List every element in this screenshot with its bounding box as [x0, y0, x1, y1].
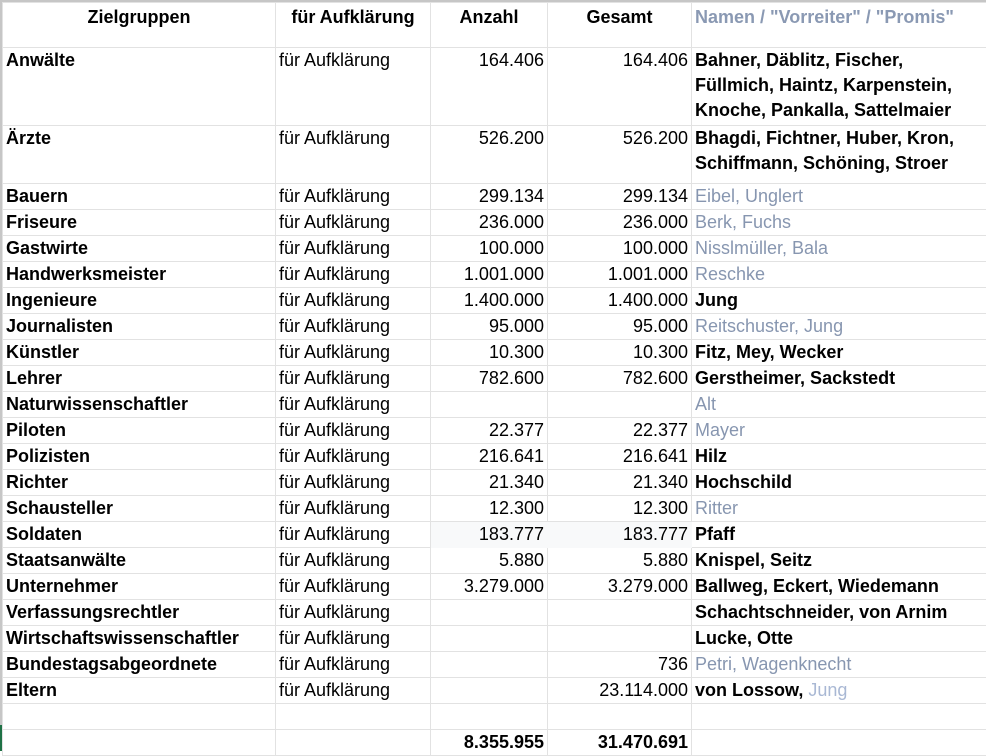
empty-cell[interactable] [3, 704, 276, 730]
table-row [3, 340, 986, 366]
table-row [3, 392, 986, 418]
cell-count[interactable]: 1.400.000 [431, 288, 548, 314]
cell-count[interactable]: 526.200 [431, 126, 548, 184]
empty-cell[interactable] [692, 704, 986, 730]
table-row [3, 48, 986, 126]
empty-cell[interactable] [3, 730, 276, 756]
cell-total[interactable]: 526.200 [548, 126, 692, 184]
cell-count[interactable]: 164.406 [431, 48, 548, 126]
table-row [3, 626, 986, 652]
cell-names[interactable]: Jung [692, 288, 986, 314]
table-row [3, 236, 986, 262]
cell-purpose[interactable]: für Aufklärung [276, 340, 431, 366]
cell-total[interactable]: 183.777 [548, 522, 692, 548]
cell-names[interactable]: Nisslmüller, Bala [692, 236, 986, 262]
cell-purpose[interactable]: für Aufklärung [276, 236, 431, 262]
cell-count[interactable] [431, 652, 548, 678]
cell-names[interactable]: Gerstheimer, Sackstedt [692, 366, 986, 392]
table-row [3, 548, 986, 574]
cell-names[interactable]: Mayer [692, 418, 986, 444]
cell-names[interactable]: Knispel, Seitz [692, 548, 986, 574]
cell-purpose[interactable]: für Aufklärung [276, 600, 431, 626]
cell-group[interactable]: Naturwissenschaftler [3, 392, 276, 418]
table-row [3, 600, 986, 626]
cell-count[interactable]: 10.300 [431, 340, 548, 366]
cell-count[interactable]: 782.600 [431, 366, 548, 392]
cell-group[interactable]: Gastwirte [3, 236, 276, 262]
cell-group[interactable]: Ärzte [3, 126, 276, 184]
cell-count[interactable] [431, 392, 548, 418]
cell-group[interactable]: Friseure [3, 210, 276, 236]
cell-names[interactable]: Hochschild [692, 470, 986, 496]
table-row [3, 126, 986, 184]
cell-group[interactable]: Bundestagsabgeordnete [3, 652, 276, 678]
cell-total[interactable]: 782.600 [548, 366, 692, 392]
cell-count[interactable]: 216.641 [431, 444, 548, 470]
cell-count[interactable]: 236.000 [431, 210, 548, 236]
table-row [3, 574, 986, 600]
cell-purpose[interactable]: für Aufklärung [276, 184, 431, 210]
cell-total[interactable]: 100.000 [548, 236, 692, 262]
cell-names[interactable]: Ritter [692, 496, 986, 522]
cell-purpose[interactable]: für Aufklärung [276, 392, 431, 418]
cell-purpose[interactable]: für Aufklärung [276, 288, 431, 314]
table-row [3, 470, 986, 496]
cell-group[interactable]: Schausteller [3, 496, 276, 522]
cell-purpose[interactable]: für Aufklärung [276, 126, 431, 184]
table-row [3, 652, 986, 678]
cell-total[interactable] [548, 392, 692, 418]
cell-names[interactable]: Alt [692, 392, 986, 418]
table-row [3, 418, 986, 444]
cell-count[interactable]: 21.340 [431, 470, 548, 496]
names-bold: von Lossow, [695, 680, 803, 700]
cell-total[interactable]: 1.400.000 [548, 288, 692, 314]
cell-count[interactable]: 12.300 [431, 496, 548, 522]
cell-names[interactable] [692, 678, 986, 704]
cell-purpose[interactable]: für Aufklärung [276, 470, 431, 496]
cell-total[interactable]: 23.114.000 [548, 678, 692, 704]
cell-group[interactable]: Journalisten [3, 314, 276, 340]
cell-total[interactable]: 216.641 [548, 444, 692, 470]
total-total[interactable]: 31.470.691 [548, 730, 692, 756]
cell-count[interactable]: 1.001.000 [431, 262, 548, 288]
cell-purpose[interactable]: für Aufklärung [276, 678, 431, 704]
totals-row [3, 730, 986, 756]
table-row [3, 210, 986, 236]
table-row [3, 262, 986, 288]
cell-names[interactable]: Petri, Wagenknecht [692, 652, 986, 678]
cell-total[interactable]: 164.406 [548, 48, 692, 126]
table-row [3, 496, 986, 522]
cell-total[interactable] [548, 600, 692, 626]
cell-purpose[interactable]: für Aufklärung [276, 366, 431, 392]
empty-cell[interactable] [276, 730, 431, 756]
cell-group[interactable]: Richter [3, 470, 276, 496]
cell-names[interactable]: Hilz [692, 444, 986, 470]
cell-count[interactable] [431, 626, 548, 652]
cell-total[interactable]: 10.300 [548, 340, 692, 366]
cell-group[interactable]: Verfassungsrechtler [3, 600, 276, 626]
cell-count[interactable]: 100.000 [431, 236, 548, 262]
header-cell-total[interactable]: Gesamt [548, 3, 692, 48]
cell-total[interactable]: 236.000 [548, 210, 692, 236]
cell-names[interactable]: Bahner, Däblitz, Fischer, Füllmich, Haintz, Karpenstein, Knoche, Pankalla, Sattelmaier [692, 48, 986, 126]
cell-total[interactable]: 21.340 [548, 470, 692, 496]
cell-group[interactable]: Anwälte [3, 48, 276, 126]
table-row [3, 288, 986, 314]
cell-group[interactable]: Bauern [3, 184, 276, 210]
empty-cell[interactable] [692, 730, 986, 756]
cell-total[interactable]: 1.001.000 [548, 262, 692, 288]
cell-count[interactable]: 95.000 [431, 314, 548, 340]
cell-purpose[interactable]: für Aufklärung [276, 522, 431, 548]
cell-purpose[interactable]: für Aufklärung [276, 314, 431, 340]
cell-count[interactable] [431, 678, 548, 704]
cell-group[interactable]: Ingenieure [3, 288, 276, 314]
cell-total[interactable]: 5.880 [548, 548, 692, 574]
cell-purpose[interactable]: für Aufklärung [276, 418, 431, 444]
table-row [3, 366, 986, 392]
cell-total[interactable]: 22.377 [548, 418, 692, 444]
cell-purpose[interactable]: für Aufklärung [276, 444, 431, 470]
cell-group[interactable]: Wirtschaftswissenschaftler [3, 626, 276, 652]
empty-row [3, 704, 986, 730]
table-row [3, 314, 986, 340]
cell-names[interactable]: Eibel, Unglert [692, 184, 986, 210]
cell-count[interactable]: 299.134 [431, 184, 548, 210]
cell-group[interactable]: Lehrer [3, 366, 276, 392]
cell-names[interactable]: Reschke [692, 262, 986, 288]
cell-total[interactable]: 12.300 [548, 496, 692, 522]
empty-cell[interactable] [431, 704, 548, 730]
cell-names[interactable]: Ballweg, Eckert, Wiedemann [692, 574, 986, 600]
cell-purpose[interactable]: für Aufklärung [276, 496, 431, 522]
cell-group[interactable]: Polizisten [3, 444, 276, 470]
cell-group[interactable]: Piloten [3, 418, 276, 444]
cell-total[interactable] [548, 626, 692, 652]
cell-purpose[interactable]: für Aufklärung [276, 548, 431, 574]
cell-group[interactable]: Handwerksmeister [3, 262, 276, 288]
cell-purpose[interactable]: für Aufklärung [276, 574, 431, 600]
cell-names[interactable]: Reitschuster, Jung [692, 314, 986, 340]
cell-group[interactable]: Eltern [3, 678, 276, 704]
cell-group[interactable]: Soldaten [3, 522, 276, 548]
cell-total[interactable]: 95.000 [548, 314, 692, 340]
cell-names[interactable]: Berk, Fuchs [692, 210, 986, 236]
table-row [3, 444, 986, 470]
cell-count[interactable]: 3.279.000 [431, 574, 548, 600]
header-cell-count[interactable]: Anzahl [431, 3, 548, 48]
cell-names[interactable]: Bhagdi, Fichtner, Huber, Kron, Schiffmann, Schöning, Stroer [692, 126, 986, 184]
cell-total[interactable]: 736 [548, 652, 692, 678]
cell-count[interactable]: 5.880 [431, 548, 548, 574]
cell-names[interactable]: Fitz, Mey, Wecker [692, 340, 986, 366]
cell-names[interactable]: Lucke, Otte [692, 626, 986, 652]
cell-group[interactable]: Unternehmer [3, 574, 276, 600]
cell-purpose[interactable]: für Aufklärung [276, 652, 431, 678]
header-cell-group[interactable]: Zielgruppen [3, 3, 276, 48]
table-row [3, 522, 986, 548]
empty-cell[interactable] [276, 704, 431, 730]
cell-group[interactable]: Künstler [3, 340, 276, 366]
cell-purpose[interactable]: für Aufklärung [276, 48, 431, 126]
table-row [3, 678, 986, 704]
cell-names[interactable]: Pfaff [692, 522, 986, 548]
header-cell-names[interactable]: Namen / "Vorreiter" / "Promis" [692, 3, 986, 48]
header-cell-purpose[interactable]: für Aufklärung [276, 3, 431, 48]
cell-count[interactable]: 22.377 [431, 418, 548, 444]
cell-total[interactable]: 299.134 [548, 184, 692, 210]
table-row [3, 184, 986, 210]
cell-count[interactable] [431, 600, 548, 626]
total-count[interactable]: 8.355.955 [431, 730, 548, 756]
cell-names[interactable]: Schachtschneider, von Arnim [692, 600, 986, 626]
names-light: Jung [808, 680, 847, 700]
data-table [2, 2, 986, 756]
cell-total[interactable]: 3.279.000 [548, 574, 692, 600]
cell-purpose[interactable]: für Aufklärung [276, 262, 431, 288]
active-cell-marker [0, 725, 2, 751]
empty-cell[interactable] [548, 704, 692, 730]
header-row [3, 3, 986, 48]
cell-group[interactable]: Staatsanwälte [3, 548, 276, 574]
cell-purpose[interactable]: für Aufklärung [276, 210, 431, 236]
cell-purpose[interactable]: für Aufklärung [276, 626, 431, 652]
cell-count[interactable]: 183.777 [431, 522, 548, 548]
